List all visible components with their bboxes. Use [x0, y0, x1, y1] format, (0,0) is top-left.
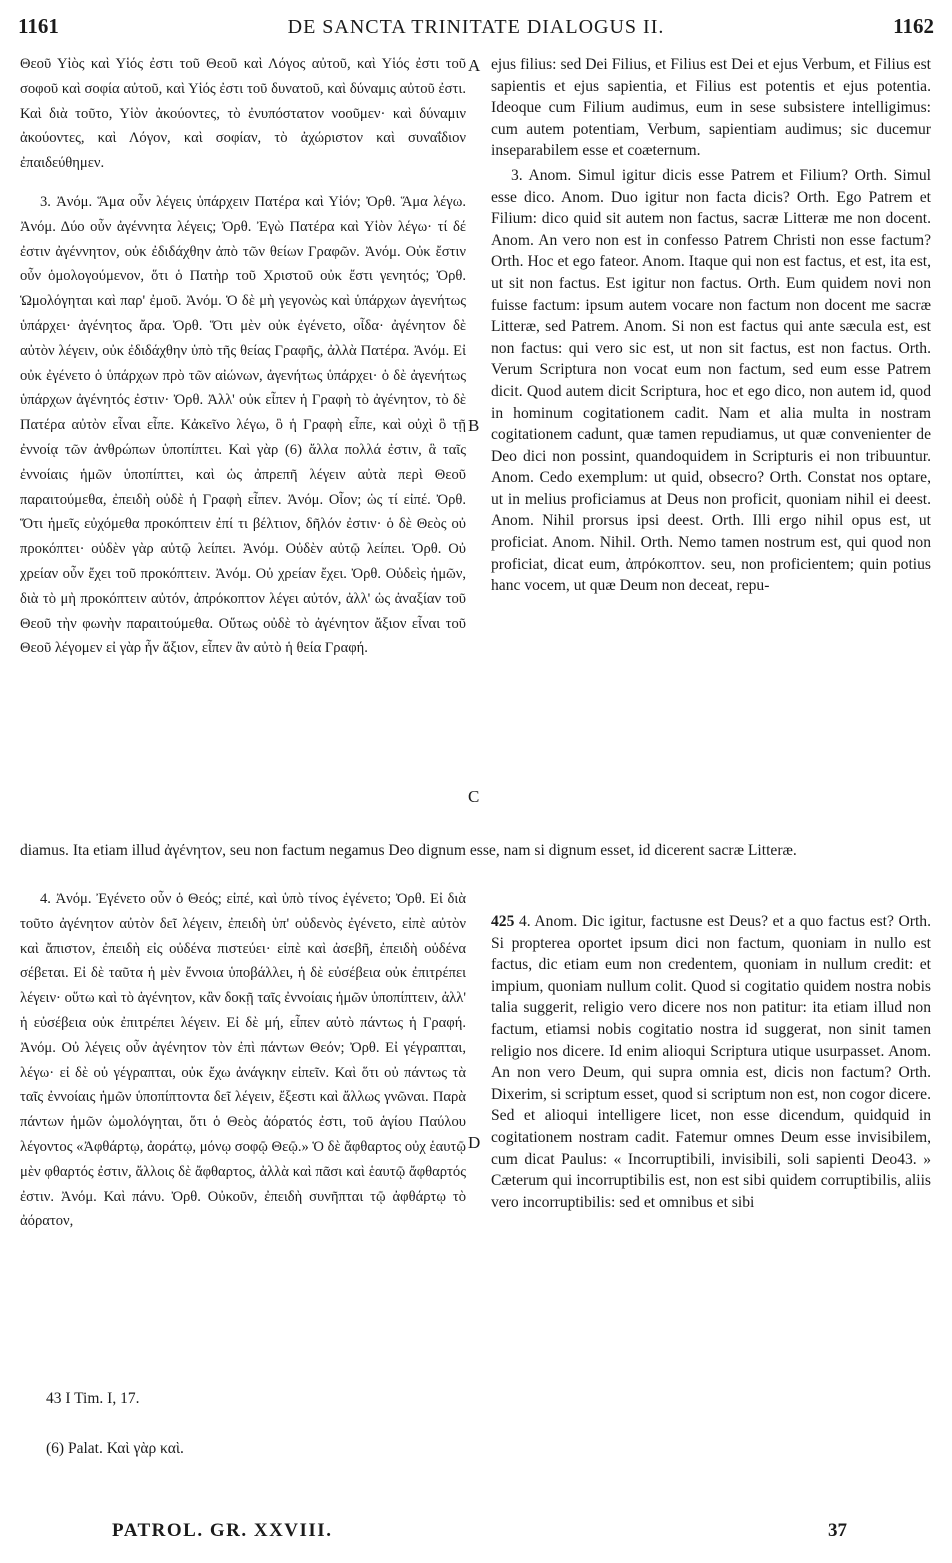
column-number: 425	[491, 913, 515, 930]
page-number-left: 1161	[18, 14, 59, 38]
page-header	[18, 14, 934, 44]
footnote-43: 43 I Tim. I, 17.	[46, 1390, 140, 1407]
margin-marker-c: C	[468, 787, 480, 806]
footnote-6: (6) Palat. Καὶ γὰρ καὶ.	[46, 1440, 184, 1457]
latin-paragraph-3: 3. Anom. Simul igitur dicis esse Patrem et Filium? Orth. Simul esse dico. Anom. Duo igitur non facta dicis? Orth. Ego Patrem et Filium: dico quid sit autem non factus, sacræ Litteræ me non docent. Anom. An vero non est in confesso Patrem Christi non esse factum? Orth. Hoc et ego fateor. Anom. Itaque qui non est factus, et est, ita est, ut sit non factus. Est igitur non factus. Orth. Eum quidem novi non fuisse factum: ipsum autem vocare non factum non docent me sacræ Litteræ, sed Patrem. Anom. Si non est factus qui ante sæcula est, est non factus: qui vero sic est, ut non sit factus, est non factus. Orth. Verum Scriptura non vocat eum non factum, sed eum esse Patrem dicit. Quod autem dicit Scriptura, hoc et ego dico, non autem id, quod in hominum cogitationem cadit. Nam et alia multa in nostram cogitationem cadunt, quæ tamen repudiamus, ut quæ convenienter de Deo dici non possint, quandoquidem in Scripturis ei non tribuuntur. Anom. Cedo exemplum: ut quid, obsecro? Orth. Constat nos optare, ut in melius proficiamus at Deus non proficit, quoniam nihil ei deest. Anom. Nihil prorsus ipsi deest. Orth. Illi ergo nihil opus est, ut proficiat. Anom. Nihil. Orth. Nemo tamen nostrum est, qui quod non proficiat, dicat eum, ἀπρόκοπτον. seu, non proficientem; quin potius hanc vocem, ut quæ Deum non deceat, repu-	[491, 166, 931, 595]
margin-marker-a: A	[468, 56, 481, 75]
latin-paragraph-4-text: 4. Anom. Dic igitur, factusne est Deus? et a quo factus est? Orth. Si propterea oportet ipsum dici non factum, quoniam in nullo est factus, dic etiam eum non credentem, quoniam in nullum credit: et impium, quoniam nullum colit. Quod si cogitatio quidem nostra nobis talia suggerit, religio vero dicere nos non patitur: ita etiam illud non factum, etiamsi nobis cogitatio nostra id suggerat, non sinit tamen religio nos dicere. Id enim alioqui Scriptura utique usurpasset. Anom. An non vero Deum, qui supra omnia est, dicis non factum? Orth. Dixerim, si scriptum esset, quod si scriptum non est, non cogor dicere. Sed et alioqui intelligere licet, non esse dicendum, quidquid in cogitationem nostram cadit. Fatemur omnes Deum esse invisibilem, cum dicat Paulus: « Incorruptibili, invisibili, soli sapienti Deo43. » Cæterum qui incorruptibilis est, non est sibi quidem corruptibilis, aliis vero incorruptibilis: sed et omnibus et sibi	[491, 913, 932, 1211]
latin-paragraph-1: ejus filius: sed Dei Filius, et Filius est Dei et ejus Verbum, et Filius est sapientis et ejus sapientia, et Filius est potentis et ejus potentia. Ideoque cum Filium audimus, eum in sese subsistere intelligimus: cum autem potentiam, Verbum, sapientiam audimus; sic ducemur inseparabilem esse et coæternum.	[491, 56, 931, 160]
greek-paragraph-3: 3. Ἀνόμ. Ἅμα οὖν λέγεις ὑπάρχειν Πατέρα καὶ Υἱόν; Ὀρθ. Ἅμα λέγω. Ἀνόμ. Δύο οὖν ἀγέννητα λέγεις; Ὀρθ. Ἐγὼ Πατέρα καὶ Υἱὸν λέγω· τί δέ ἐστιν ἀγέννητον, οὐκ ἐδιδάχθην ἀπὸ τῶν θείων Γραφῶν. Ἀνόμ. Οὐκ ἔστιν οὖν ὁμολογούμενον, ὅτι ὁ Πατὴρ τοῦ Χριστοῦ οὐκ ἔστι γενητός; Ὀρθ. Ὡμολόγηται καὶ παρ' ἐμοῦ. Ἀνόμ. Ὁ δὲ μὴ γεγονὼς καὶ ὑπάρχων ἀγενήτως ὑπάρχει· ἀγένητος ἄρα. Ὀρθ. Ὅτι μὲν οὐκ ἐγένετο, οἶδα· ἀγένητον δὲ αὐτὸν λέγειν, οὐκ ἐδιδάχθην ὑπὸ τῆς θείας Γραφῆς, ἀλλὰ Πατέρα. Ἀνόμ. Εἰ οὐκ ἐγένετο ὁ ὑπάρχων πρὸ τῶν αἰώνων, ἀγενήτως ὑπάρχει· ὁ δὲ ἀγενήτως ὑπάρχων ἀγένητός ἐστιν· Ὀρθ. Ἀλλ' οὐκ εἶπεν ἡ Γραφὴ τὸ ἀγένητον, τὸ δὲ Πατέρα αὐτὸν εἶναι εἶπε. Κἀκεῖνο λέγω, ὃ ἡ Γραφὴ εἶπε, καὶ οὐχὶ ὃ τῇ ἐννοίᾳ τῶν ἀνθρώπων ὑποπίπτει. Καὶ γὰρ (6) ἄλλα πολλά ἐστιν, ἃ ταῖς ἐννοίαις ἡμῶν ὑποπίπτει, καὶ ὡς ἀπρεπῆ λέγειν αὐτὰ περὶ Θεοῦ παραιτούμεθα, ἐπειδὴ οὐδὲ ἡ Γραφὴ εἶπεν. Ἀνόμ. Οἷον; ὡς τί εἰπέ. Ὀρθ. Ὅτι ἡμεῖς εὐχόμεθα προκόπτειν ἐπί τι βέλτιον, δῆλόν ἐστιν· ὁ δὲ Θεὸς οὐ προκόπτει· οὐδὲν γὰρ αὐτῷ λείπει. Ἀνόμ. Οὐδὲν αὐτῷ λείπει. Ὀρθ. Οὐ χρείαν οὖν ἔχει τοῦ προκόπτειν. Ἀνόμ. Οὐ χρείαν ἔχει. Ὀρθ. Οὐδεὶς ἡμῶν, διὰ τὸ μὴ προκόπτειν αὐτόν, ἀπρόκοπτον λέγει αὐτόν, ἀλλ' ὡς ἀναξίαν τοῦ Θεοῦ τὴν φωνὴν παραιτούμεθα. Οὕτως οὐδὲ τὸ ἀγένητον ἄξιον εἶναι τοῦ Θεοῦ λέγομεν εἰ γὰρ ἦν ἄξιον, εἶπεν ἂν αὐτὸ ἡ θεία Γραφή.	[20, 193, 466, 657]
latin-paragraph-4	[491, 911, 931, 1213]
footer-sheet-number: 37	[828, 1520, 847, 1541]
latin-column-lower	[491, 911, 931, 1213]
margin-marker-b: B	[468, 416, 480, 435]
full-width-line: diamus. Ita etiam illud ἀγένητον, seu non factum negamus Deo dignum esse, nam si dignum esset, id dicerent sacræ Litteræ.	[20, 842, 797, 859]
greek-paragraph-1: Θεοῦ Υἱὸς καὶ Υἱός ἐστι τοῦ Θεοῦ καὶ Λόγος αὐτοῦ, καὶ Υἱός ἐστι τοῦ σοφοῦ καὶ σοφία αὐτοῦ, καὶ Υἱός ἐστι τοῦ δυνατοῦ, καὶ δύναμις αὐτοῦ ἐστι. Καὶ διὰ τοῦτο, Υἱὸν ἀκούοντες, τὸ ἐνυπόστατον νοοῦμεν· καὶ δύναμιν ἀκούοντες, καὶ Λόγον, καὶ σοφίαν, τὸ ἀχώριστον καὶ συναΐδιον ἐπαιδεύθημεν.	[20, 56, 466, 172]
running-title: DE SANCTA TRINITATE DIALOGUS II.	[287, 16, 665, 38]
margin-marker-d: D	[468, 1133, 481, 1152]
footer-source: PATROL. GR. XXVIII.	[112, 1520, 333, 1541]
latin-column-upper	[491, 54, 931, 597]
greek-column-lower	[20, 887, 466, 1234]
greek-paragraph-4: 4. Ἀνόμ. Ἐγένετο οὖν ὁ Θεός; εἰπέ, καὶ ὑπὸ τίνος ἐγένετο; Ὀρθ. Εἰ διὰ τοῦτο ἀγένητον αὐτὸν δεῖ λέγειν, ἐπειδὴ ὑπ' οὐδενὸς ἐγένετο, εἰπὲ αὐτὸν καὶ ἄπιστον, ἐπειδὴ εἰς οὐδένα πιστεύει· εἰπὲ καὶ ἀσεβῆ, ἐπειδὴ οὐδένα σέβεται. Εἰ δὲ ταῦτα ἡ μὲν ἔννοια ὑποβάλλει, ἡ δὲ εὐσέβεια οὐκ ἐπιτρέπει λέγειν· οὕτω καὶ τὸ ἀγένητον, κἂν δοκῇ ταῖς ἐννοίαις ἡμῶν ὑποπίπτειν, ἀλλ' ἡ εὐσέβεια οὐκ ἐπιτρέπει λέγειν. Εἰ δὲ μή, εἶπεν αὐτὸ πάντως ἡ Γραφή. Ἀνόμ. Οὐ λέγεις οὖν ἀγένητον τὸν ἐπὶ πάντων Θεόν; Ὀρθ. Εἰ γέγραπται, λέγω· εἰ δὲ οὐ γέγραπται, οὐκ ἔχω ἀνάγκην εἰπεῖν. Καὶ ὅτι οὐ πάντως τὰ ταῖς ἐννοίαις ἡμῶν ὑποπίπτοντα δεῖ λέγειν, ἔξεστι καὶ ἄλλως γνῶναι. Παρὰ πάντων ἡμῶν ὡμολόγηται, ὅτι ὁ Θεὸς ἀόρατός ἐστι, τοῦ ἁγίου Παύλου λέγοντος «Ἀφθάρτῳ, ἀοράτῳ, μόνῳ σοφῷ Θεῷ.» Ὁ δὲ ἄφθαρτος οὐχ ἑαυτῷ μὲν φθαρτός ἐστιν, ἄλλοις δὲ ἄφθαρτος, ἀλλὰ καὶ πᾶσι καὶ ἑαυτῷ ἄφθαρτός ἐστιν. Ἀνόμ. Καὶ πάνυ. Ὀρθ. Οὐκοῦν, ἐπειδὴ συνῆπται τῷ ἀφθάρτῳ τὸ ἀόρατον,	[20, 891, 466, 1230]
greek-column-upper	[20, 52, 466, 661]
page-number-right: 1162	[893, 14, 934, 38]
